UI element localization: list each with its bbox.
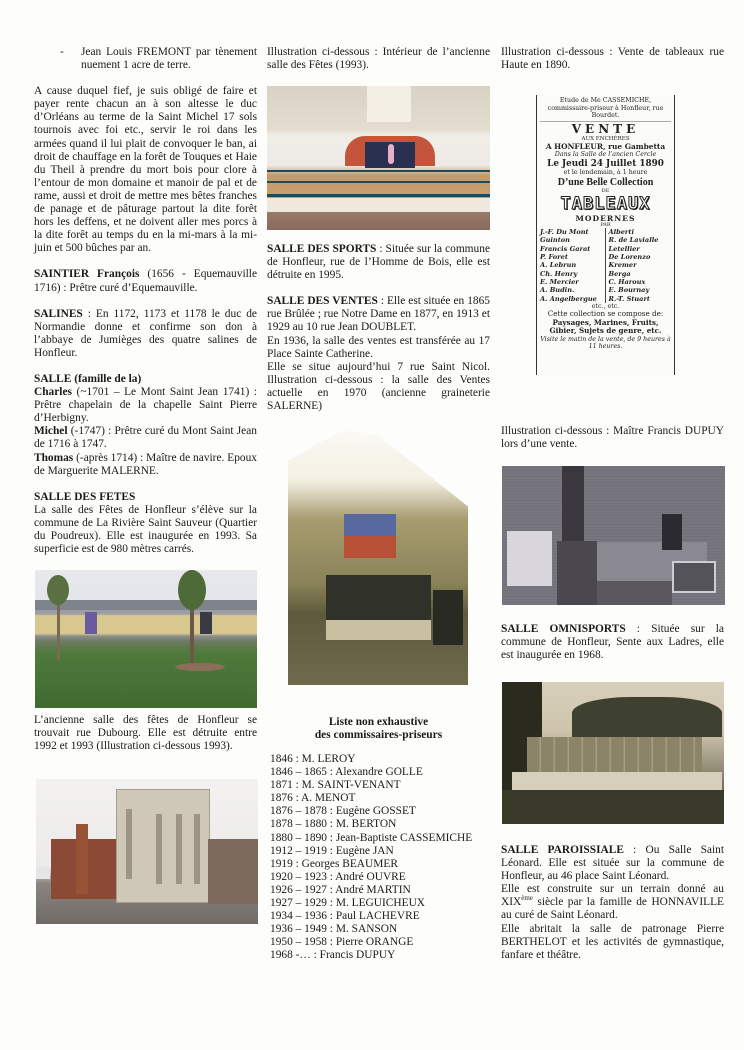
entry-salle-famille — [34, 373, 257, 478]
poster-artists — [540, 228, 671, 303]
entry-salle-omnisports: SALLE OMNISPORTS : Située sur la commune de Honfleur, Sente aux Ladres, elle est inaugurée en 1968. — [501, 623, 724, 662]
entry-name: SALLE OMNISPORTS — [501, 623, 626, 635]
commissaire-item: 1936 – 1949 : M. SANSON — [270, 923, 398, 936]
commissaire-item: 1934 – 1936 : Paul LACHEVRE — [270, 910, 420, 923]
member-michel: Michel (-1747) : Prêtre curé du Mont Saint Jean de 1716 à 1747. — [34, 425, 257, 451]
caption-vente-tableaux: Illustration ci-dessous : Vente de tableaux rue Haute en 1890. — [501, 46, 724, 72]
commissaire-item: 1919 : Georges BEAUMER — [270, 857, 398, 870]
poster-tableaux-title: TABLEAUX — [560, 194, 651, 215]
artist-name: De Lorenzo — [608, 253, 651, 262]
ancienne-salle-text: L’ancienne salle des fêtes de Honfleur se trouvait rue Dubourg. Elle est détruite entre 1992 et 1993 (Illustration ci-dessous 1993). — [34, 714, 257, 753]
fremont-text: Jean Louis FREMONT par tènement nuement 1 acre de terre. — [81, 46, 257, 72]
entry-name: SALLE PAROISSIALE — [501, 844, 624, 856]
commissaires-list-title: Liste non exhaustive des commissaires-priseurs — [314, 716, 443, 742]
artist-name: Alberti — [608, 228, 634, 237]
commissaire-item: 1876 : A. MENOT — [270, 792, 356, 805]
artist-name: P. Foret — [540, 253, 568, 262]
salle-fetes-text: La salle des Fêtes de Honfleur s’élève sur la commune de La Rivière Saint Sauveur (Quartier du Poudreux). Elle est inaugurée en 1993. Sa superficie est de 980 mètres carrés. — [34, 503, 257, 556]
section-heading: SALLE (famille de la) — [34, 372, 142, 385]
commissaire-item: 1878 – 1880 : M. BERTON — [270, 818, 397, 831]
column-2-text — [267, 243, 490, 413]
commissaires-list — [270, 753, 490, 963]
entry-name: SALLE DES VENTES — [267, 295, 378, 308]
entry-saintier: SAINTIER François (1656 - Equemauville 1716) : Prêtre curé d’Equemauville. — [34, 268, 257, 294]
artist-name: J.-F. Du Mont — [540, 228, 589, 237]
artist-name: Kremer — [608, 261, 637, 270]
bullet: - — [60, 46, 64, 58]
commissaire-item: 1871 : M. SAINT-VENANT — [270, 779, 401, 792]
artists-left — [540, 228, 606, 303]
commissaire-item: 1968 -… : Francis DUPUY — [270, 949, 396, 962]
photo-salle-omnisports — [502, 682, 724, 824]
artist-name: A. Lebrun — [540, 261, 577, 270]
entry-salle-des-ventes: SALLE DES VENTES : Elle est située en 1865 rue Brûlée ; rue Notre Dame en 1877, en 1913 et 1929 au 10 rue Jean DOUBLET. En 1936, la salle des ventes est transférée au 17 Place Sainte Catherine. Elle se situe aujourd’hui 7 rue Saint Nicol. Illustration ci-dessous : la salle des Ventes actuelle en 1970 (ancienne graineterie SALERNE) — [267, 295, 490, 413]
artist-name: C. Haroux — [608, 277, 646, 286]
photo-interieur-salle-des-fetes — [267, 86, 490, 230]
photo-maitre-dupuy-vente — [502, 466, 725, 605]
artist-name: Ch. Henry — [540, 269, 578, 278]
artist-name: Guinton — [540, 236, 570, 245]
caption-interieur: Illustration ci-dessous : Intérieur de l’ancienne salle des Fêtes (1993). — [267, 46, 490, 72]
artist-name: R. de Lavialle — [608, 236, 659, 245]
artists-right — [606, 228, 672, 303]
entry-name: SALLE DES SPORTS — [267, 243, 377, 255]
commissaire-item: 1876 – 1878 : Eugène GOSSET — [270, 805, 416, 818]
entry-salines: SALINES : En 1172, 1173 et 1178 le duc de Normandie donne et confirme son don à l’abbaye de Jumièges des quatre salines de Honfleur. — [34, 307, 257, 359]
commissaire-item: 1846 – 1865 : Alexandre GOLLE — [270, 766, 423, 779]
commissaire-item: 1846 : M. LEROY — [270, 753, 356, 765]
member-charles: Charles (~1701 – Le Mont Saint Jean 1741) : Prêtre chapelain de la chapelle Saint Pierre d’Herbigny. — [34, 386, 257, 425]
commissaire-item: 1920 – 1923 : André OUVRE — [270, 870, 406, 883]
member-thomas: Thomas (-après 1714) : Maître de navire. Epoux de Marguerite MALERNE. — [34, 451, 257, 477]
commissaire-item: 1912 – 1919 : Eugène JAN — [270, 844, 394, 857]
entry-salle-paroissiale: SALLE PAROISSIALE : Ou Salle Saint Léonard. Elle est située sur la commune de Honfleur, au 46 place Saint Léonard. Elle est construite sur un terrain donné au XIXème siècle par la famille de HONNAVILLE au curé de Saint Léonard. Elle abritait la salle de patronage Pierre BERTHELOT et les activités de gymnastique, fanfare et théâtre. — [501, 844, 724, 961]
commissaire-item: 1926 – 1927 : André MARTIN — [270, 883, 411, 896]
fief-paragraph: A cause duquel fief, je suis obligé de faire et payer rente chacun an à son altesse le duc d’Orléans au terme de la Saint Michel 17 sols tournois avec foi etc., servir le roi dans les armées quand il lui plait de convoquer le ban, ai droit de chauffage en la forêt de Touques et Haie du Theil à prendre du mort bois pour clore à l’entour de mon domaine et manoir de pal et de rame, aussi et droit de mettre mes bêtes franches de panage et de pâturage partout la dite forêt hors les deffens, et ne doivent aller mes porcs à la dite forêt au temps du en la mi-mars à la mi-juin et 500 bûches par an. — [34, 85, 257, 255]
entry-name: SALINES — [34, 307, 83, 320]
entry-name: SAINTIER François — [34, 268, 140, 281]
artist-name: Berga — [608, 269, 631, 278]
commissaire-item: 1927 – 1929 : M. LEGUICHEUX — [270, 897, 426, 910]
artist-name: A. Budin. — [540, 286, 575, 295]
entry-salle-des-fetes — [34, 491, 257, 556]
column-1 — [34, 46, 257, 556]
commissaire-item: 1950 – 1958 : Pierre ORANGE — [270, 936, 414, 949]
artist-name: Letellier — [608, 244, 640, 253]
photo-salle-des-ventes-1970 — [288, 430, 468, 685]
artist-name: Francis Garat — [540, 244, 591, 253]
artist-name: A. Angelbergue — [540, 294, 597, 303]
commissaire-item: 1880 – 1890 : Jean-Baptiste CASSEMICHE — [270, 831, 473, 844]
entry-salle-des-sports: SALLE DES SPORTS : Située sur la commune de Honfleur, rue de l’Homme de Bois, elle est détruite en 1995. — [267, 243, 490, 282]
artist-name: E. Mercier — [540, 277, 579, 286]
section-heading: SALLE DES FETES — [34, 490, 136, 503]
fremont-bullet-item — [34, 46, 257, 72]
photo-ancienne-salle-exterior — [36, 779, 258, 924]
caption-dupuy: Illustration ci-dessous : Maître Francis DUPUY lors d’une vente. — [501, 425, 724, 451]
photo-salle-des-fetes — [35, 570, 257, 708]
poster-vente-tableaux-1890: Etude de Me CASSEMICHE, commissaire-priseur à Honfleur, rue Bourdet. VENTE AUX ENCHÈRES A HONFLEUR, rue Gambetta Dans la Salle de l’ancien Cercle Le Jeudi 24 Juillet 1890 et le lendemain, à 1 heure D’une Belle Collection DE TABLEAUX MODERNES PAR J.-F. Du Mont Guinton Francis Garat P. Foret A. Lebrun Ch. Henry E. Mercier A. Budin. A. Angelbergue Alberti R. de Lavialle Letellier De Lorenzo Kremer Berga C. Haroux E. Bournay R.-T. Stuart etc., etc. Cette collection se compose de: Paysages, Marines, Fruits, Gibier, Sujets de genre, etc. Visite le matin de la vente, de 9 heures à 11 heures. — [536, 95, 675, 375]
artist-name: R.-T. Stuart — [608, 294, 650, 303]
artist-name: E. Bournay — [608, 286, 650, 295]
